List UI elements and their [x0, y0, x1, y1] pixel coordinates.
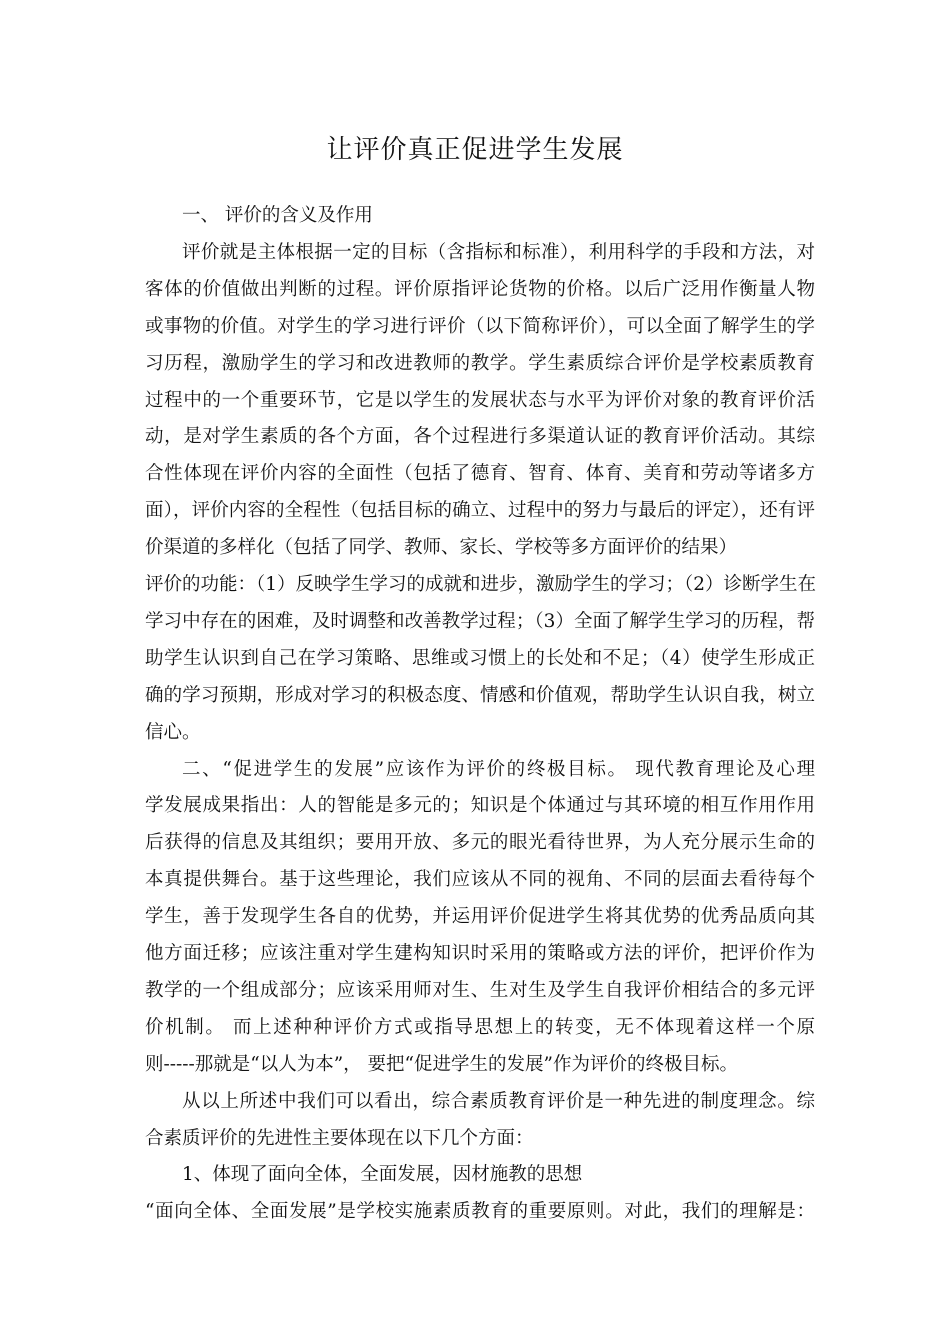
- paragraph-line: 助学生认识到自己在学习策略、思维或习惯上的长处和不足；（4）使学生形成正: [145, 647, 815, 669]
- paragraph-line: 后获得的信息及其组织；要用开放、多元的眼光看待世界，为人充分展示生命的: [145, 832, 815, 854]
- paragraph-line: 动，是对学生素质的各个方面，各个过程进行多渠道认证的教育评价活动。其综: [145, 426, 815, 448]
- paragraph-line: 评价就是主体根据一定的目标（含指标和标准），利用科学的手段和方法，对: [182, 241, 815, 263]
- paragraph-line: 或事物的价值。对学生的学习进行评价（以下简称评价），可以全面了解学生的学: [145, 315, 815, 337]
- paragraph-line: 学习中存在的困难，及时调整和改善教学过程；（3）全面了解学生学习的历程，帮: [145, 610, 815, 632]
- paragraph-line: 习历程，激励学生的学习和改进教师的教学。学生素质综合评价是学校素质教育: [145, 352, 815, 374]
- paragraph-line: 合素质评价的先进性主要体现在以下几个方面：: [145, 1127, 534, 1149]
- paragraph-line: 则-----那就是“以人为本”， 要把“促进学生的发展”作为评价的终极目标。: [145, 1053, 738, 1075]
- paragraph-line: 合性体现在评价内容的全面性（包括了德育、智育、体育、美育和劳动等诸多方: [145, 463, 815, 485]
- paragraph-line: 评价的功能：（1）反映学生学习的成就和进步，激励学生的学习；（2）诊断学生在: [145, 574, 817, 595]
- paragraph-line: 价渠道的多样化（包括了同学、教师、家长、学校等多方面评价的结果）: [145, 537, 738, 559]
- paragraph-line: 确的学习预期，形成对学习的积极态度、情感和价值观，帮助学生认识自我，树立: [145, 684, 815, 706]
- paragraph-line: 他方面迁移；应该注重对学生建构知识时采用的策略或方法的评价，把评价作为: [145, 943, 815, 964]
- paragraph-line: 本真提供舞台。基于这些理论，我们应该从不同的视角、不同的层面去看待每个: [145, 869, 815, 891]
- section-heading-2: 二、“促进学生的发展”应该作为评价的终极目标。 现代教育理论及心理: [182, 758, 815, 780]
- paragraph-line: 学发展成果指出：人的智能是多元的；知识是个体通过与其环境的相互作用作用: [145, 795, 815, 817]
- paragraph-line: 学生，善于发现学生各自的优势，并运用评价促进学生将其优势的优秀品质向其: [145, 906, 815, 928]
- section-heading-1: 一、 评价的含义及作用: [182, 205, 373, 226]
- document-title: 让评价真正促进学生发展: [326, 135, 624, 165]
- paragraph-line: 价机制。 而上述种种评价方式或指导思想上的转变，无不体现着这样一个原: [145, 1016, 815, 1038]
- paragraph-line: 从以上所述中我们可以看出，综合素质教育评价是一种先进的制度理念。综: [182, 1090, 815, 1112]
- paragraph-line: 客体的价值做出判断的过程。评价原指评论货物的价格。以后广泛用作衡量人物: [145, 278, 815, 300]
- paragraph-line: 过程中的一个重要环节，它是以学生的发展状态与水平为评价对象的教育评价活: [145, 389, 815, 411]
- paragraph-line: “面向全体、全面发展”是学校实施素质教育的重要原则。对此，我们的理解是：: [145, 1201, 815, 1223]
- subsection-heading-1: 1、体现了面向全体，全面发展，因材施教的思想: [182, 1164, 583, 1186]
- paragraph-line: 信心。: [145, 721, 201, 743]
- paragraph-line: 教学的一个组成部分；应该采用师对生、生对生及学生自我评价相结合的多元评: [145, 979, 815, 1001]
- paragraph-line: 面），评价内容的全程性（包括目标的确立、过程中的努力与最后的评定），还有评: [145, 500, 815, 522]
